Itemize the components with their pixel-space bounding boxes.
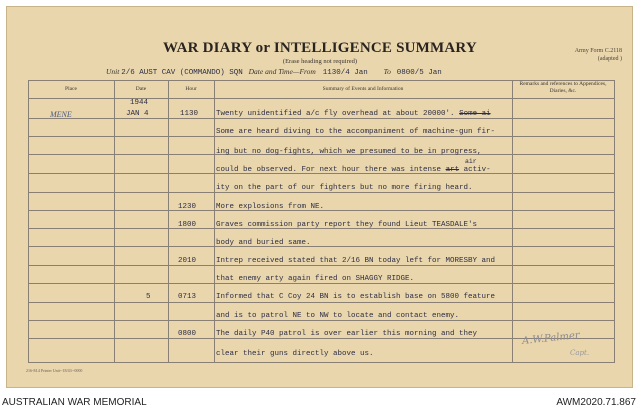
column-rule xyxy=(512,80,513,363)
column-rule xyxy=(168,80,169,363)
date-year: 1944 xyxy=(130,99,149,107)
hour-0713: 0713 xyxy=(178,293,197,301)
signature: A.W.Palmer xyxy=(521,330,581,347)
hour-0800: 0800 xyxy=(178,330,197,338)
place-entry: MENE xyxy=(50,110,72,119)
credit-right: AWM2020.71.867 xyxy=(556,397,636,408)
row-rule xyxy=(28,320,615,321)
struck-text: Some ai xyxy=(459,110,491,118)
header-summary: Summary of Events and Information xyxy=(322,86,404,92)
summary-line: that enemy arty again fired on SHAGGY RIDGE. xyxy=(216,275,415,283)
header-date: Date xyxy=(135,86,147,92)
summary-line: More explosions from NE. xyxy=(216,203,325,211)
header-rule xyxy=(28,98,615,99)
page-title: WAR DIARY or INTELLIGENCE SUMMARY xyxy=(163,40,477,56)
column-rule xyxy=(114,80,115,363)
summary-text: Twenty unidentified a/c fly overhead at about 20000'. xyxy=(216,110,455,118)
summary-line: and is to patrol NE to NW to locate and contact enemy. xyxy=(216,312,460,320)
struck-text: art xyxy=(445,166,460,174)
to-value: 0800/5 Jan xyxy=(396,69,442,77)
row-rule xyxy=(28,136,615,137)
unit-label: Unit xyxy=(106,67,120,76)
summary-line: Intrep received stated that 2/16 BN today left for MORESBY and xyxy=(216,257,496,265)
page-subtitle: (Erase heading not required) xyxy=(282,58,358,65)
row-rule xyxy=(28,265,615,266)
date-5: 5 xyxy=(146,293,151,301)
army-form-label xyxy=(575,47,622,63)
credit-left: AUSTRALIAN WAR MEMORIAL xyxy=(2,397,147,408)
signature-rank: Capt. xyxy=(570,349,590,357)
from-value: 1130/4 Jan xyxy=(322,69,368,77)
summary-line: ity on the part of our fighters but no more firing heard. xyxy=(216,184,473,192)
unit-value: 2/6 AUST CAV (COMMANDO) SQN xyxy=(121,69,243,77)
summary-text: could be observed. For next hour there was intense xyxy=(216,166,442,174)
row-rule xyxy=(28,246,615,247)
summary-text: activ- xyxy=(463,166,491,174)
unit-line xyxy=(106,67,442,77)
table-bottom-rule xyxy=(28,362,615,363)
column-rule xyxy=(614,80,615,363)
date-jan-4: JAN 4 xyxy=(126,110,149,118)
hour-1130: 1130 xyxy=(180,110,199,118)
to-label: To xyxy=(383,67,391,76)
row-rule xyxy=(28,283,615,284)
column-rule xyxy=(28,80,29,363)
header-place: Place xyxy=(65,86,77,92)
header-hour: Hour xyxy=(185,86,197,92)
summary-line: ing but no dog-fights, which we presumed to be in progress, xyxy=(216,148,482,156)
summary-line: The daily P40 patrol is over earlier this morning and they xyxy=(216,330,478,338)
row-rule xyxy=(28,302,615,303)
summary-line xyxy=(216,166,491,174)
summary-line: clear their guns directly above us. xyxy=(216,350,374,358)
hour-2010: 2010 xyxy=(178,257,197,265)
summary-line: Informed that C Coy 24 BN is to establish base on 5800 feature xyxy=(216,293,496,301)
header-remarks: Remarks and references to Appendices, Diaries, &c. xyxy=(519,81,607,94)
army-form-number: Army Form C.2118 xyxy=(574,48,622,54)
hour-1800: 1800 xyxy=(178,221,197,229)
date-time-label: Date and Time—From xyxy=(248,67,316,76)
army-form-note: (adapted ) xyxy=(597,56,622,62)
summary-line: Some are heard diving to the accompaniment of machine-gun fir- xyxy=(216,128,496,136)
summary-line xyxy=(216,110,491,118)
column-rule xyxy=(214,80,215,363)
hour-1230: 1230 xyxy=(178,203,197,211)
printer-footnote: 216-M.4 Printer Unit--18/43--0000 xyxy=(26,368,83,373)
row-rule xyxy=(28,192,615,193)
summary-line: body and buried same. xyxy=(216,239,311,247)
inserted-word: air xyxy=(465,158,477,165)
summary-line: Graves commission party report they found Lieut TEASDALE's xyxy=(216,221,478,229)
row-rule xyxy=(28,118,615,119)
